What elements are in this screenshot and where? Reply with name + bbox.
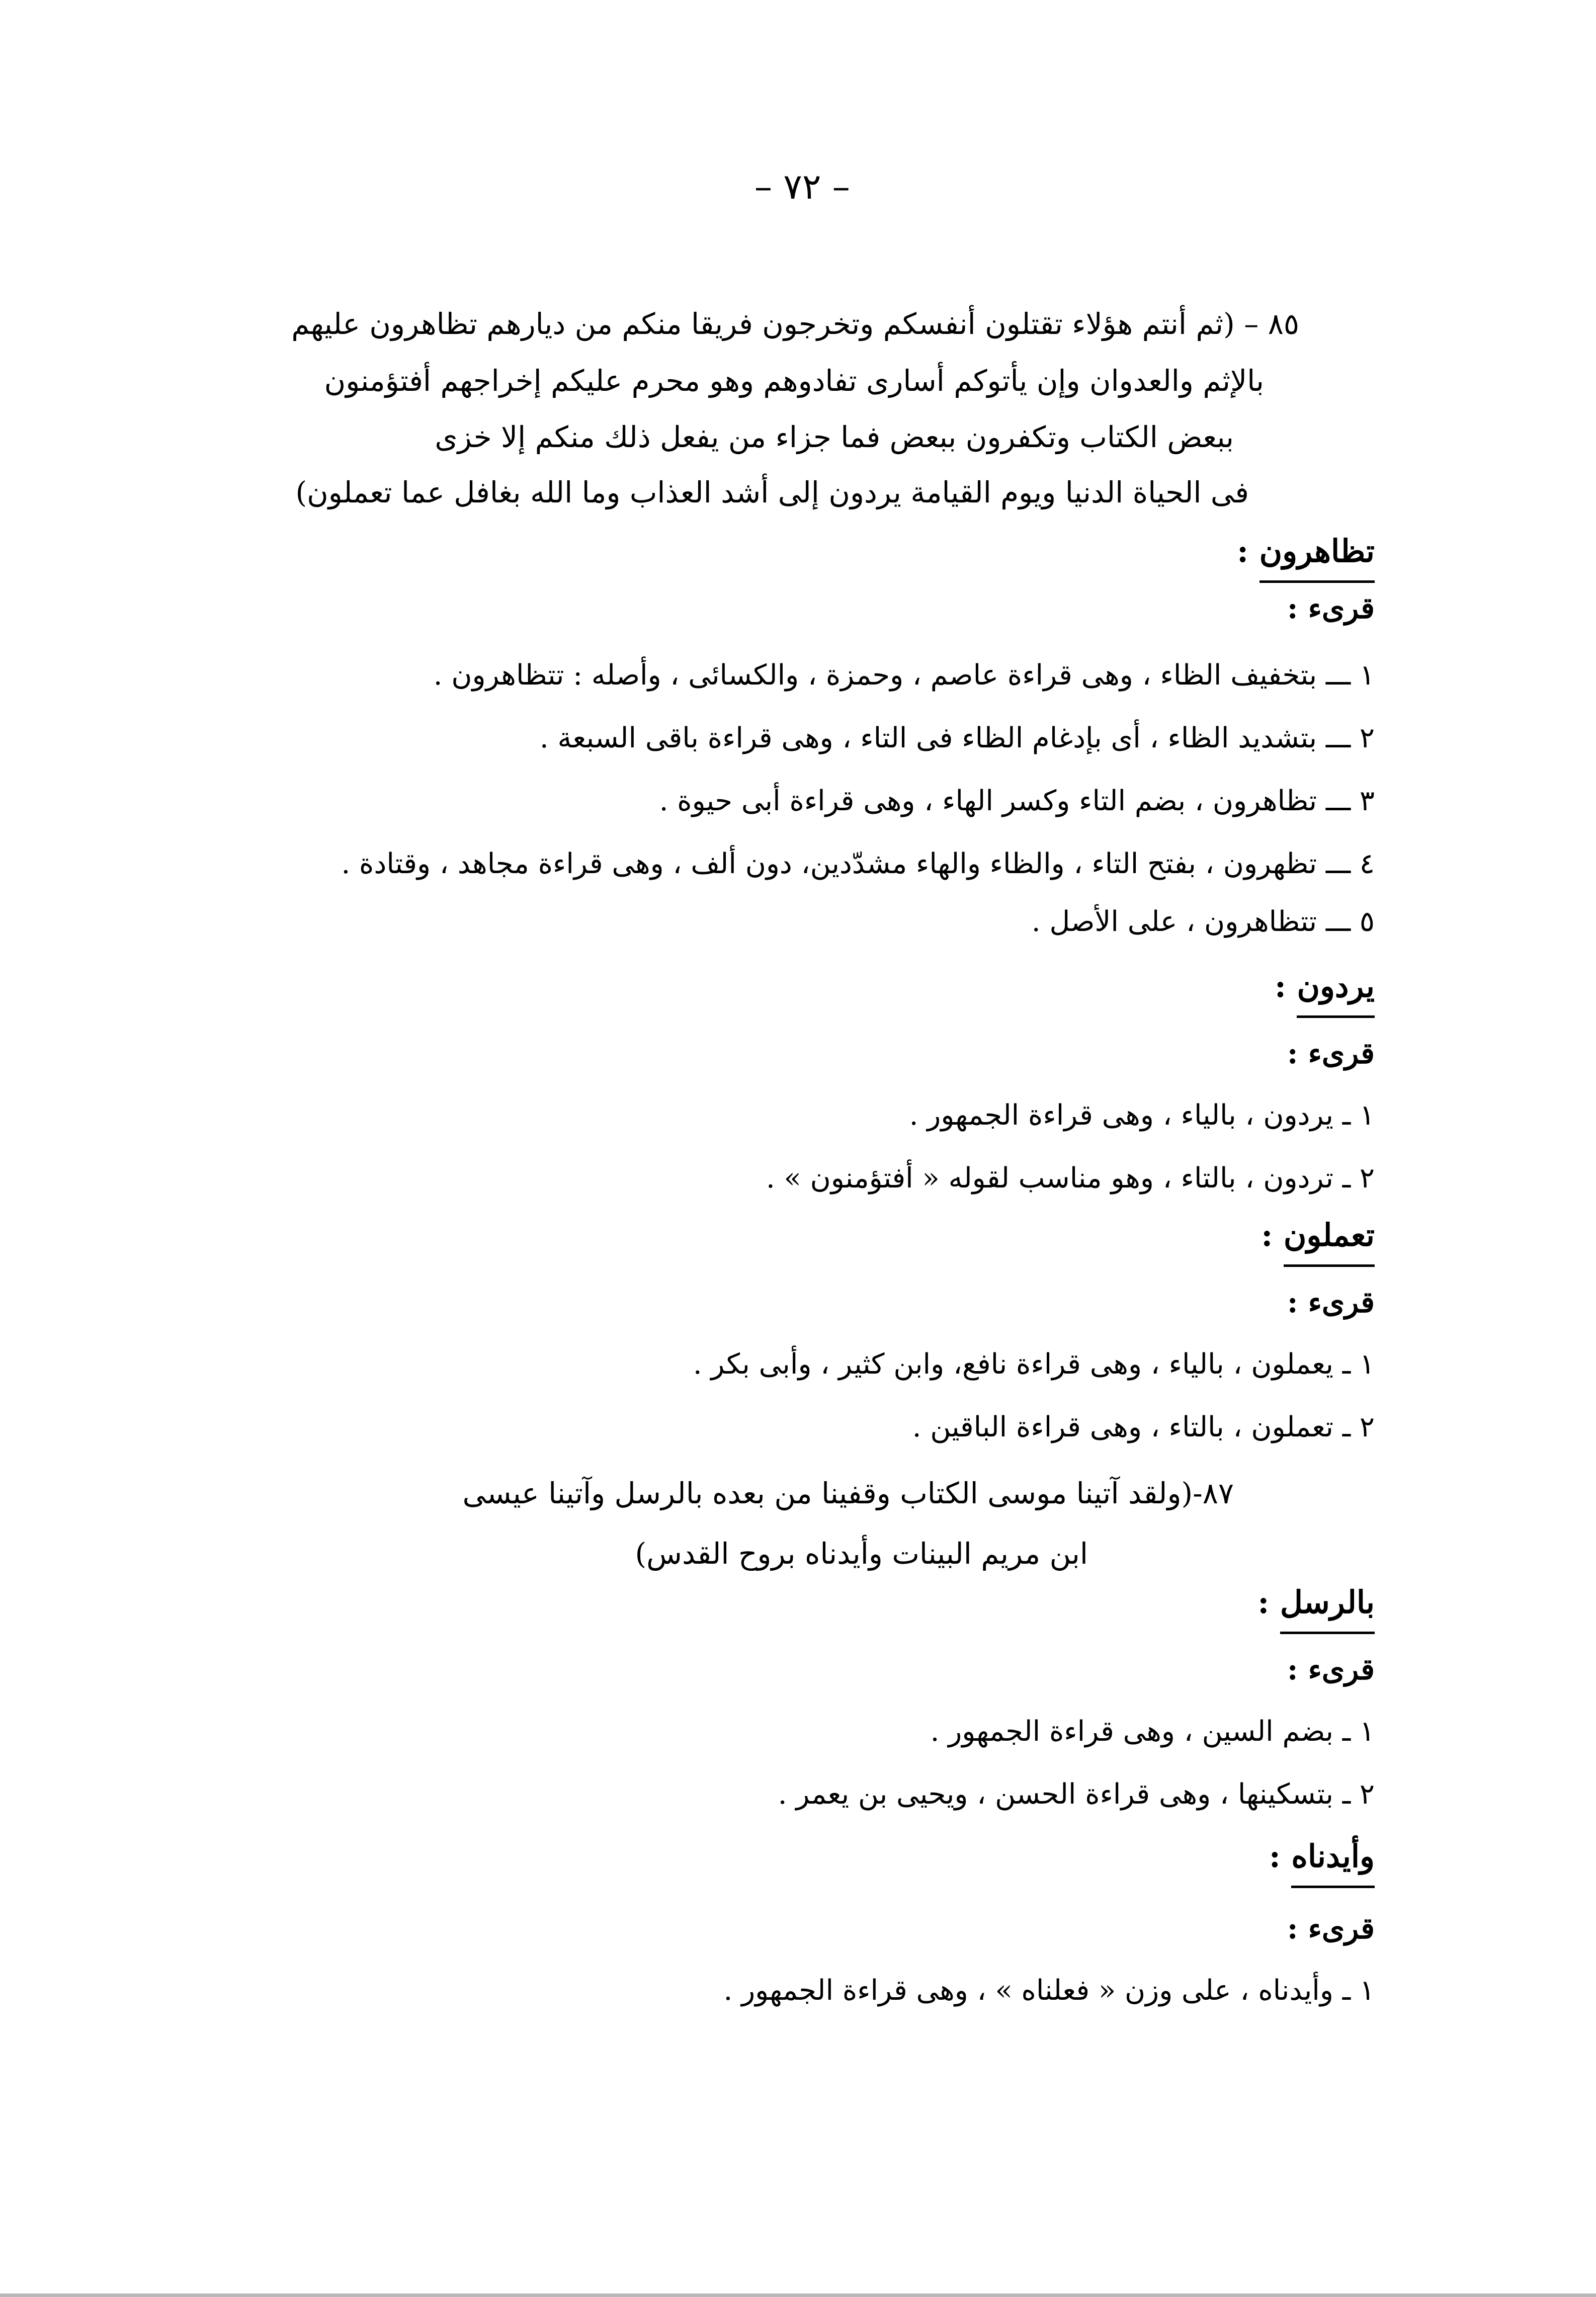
heading-word: تظاهرون (1259, 533, 1375, 583)
section-heading-yuraddun (1274, 968, 1375, 1004)
reading-item: ١ ـ يعملون ، بالياء ، وهى قراءة نافع، وابن كثير ، وأبى بكر . (693, 1348, 1375, 1381)
section-heading-tamalun (1261, 1217, 1375, 1253)
heading-colon: : (1274, 968, 1286, 1004)
verse-85-line-2: بالإثم والعدوان وإن يأتوكم أسارى تفادوهم وهو محرم عليكم إخراجهم أفتؤمنون (324, 364, 1264, 398)
heading-colon: : (1261, 1217, 1273, 1253)
read-label: قرىء : (1287, 1036, 1375, 1070)
heading-colon: : (1257, 1584, 1270, 1621)
reading-item: ٢ ـ تردون ، بالتاء ، وهو مناسب لقوله « أفتؤمنون » . (766, 1162, 1375, 1195)
verse-85-line-1: ٨٥ – (ثم أنتم هؤلاء تقتلون أنفسكم وتخرجون فريقا منكم من ديارهم تظاهرون عليهم (291, 307, 1299, 341)
heading-colon: : (1237, 533, 1249, 569)
read-label: قرىء : (1287, 1911, 1375, 1945)
reading-item: ١ ـ وأيدناه ، على وزن « فعلناه » ، وهى قراءة الجمهور . (723, 1974, 1375, 2007)
read-label: قرىء : (1287, 1652, 1375, 1686)
bottom-border (0, 2293, 1596, 2297)
reading-item: ٣ ـــ تظاهرون ، بضم التاء وكسر الهاء ، وهى قراءة أبى حيوة . (659, 785, 1375, 817)
reading-item: ١ ـ يردون ، بالياء ، وهى قراءة الجمهور . (909, 1099, 1375, 1132)
heading-word: تعملون (1284, 1217, 1375, 1267)
heading-word: يردون (1297, 968, 1375, 1018)
page-number: – ٧٢ – (754, 166, 850, 207)
read-label: قرىء : (1287, 591, 1375, 625)
reading-item: ٢ ـ تعملون ، بالتاء ، وهى قراءة الباقين . (912, 1411, 1375, 1443)
verse-85-line-3: ببعض الكتاب وتكفرون ببعض فما جزاء من يفعل ذلك منكم إلا خزى (435, 420, 1234, 454)
reading-item: ٢ ـــ بتشديد الظاء ، أى بإدغام الظاء فى التاء ، وهى قراءة باقى السبعة . (539, 722, 1375, 754)
reading-item: ١ ـــ بتخفيف الظاء ، وهى قراءة عاصم ، وحمزة ، والكسائى ، وأصله : تتظاهرون . (433, 659, 1375, 692)
heading-word: بالرسل (1280, 1584, 1375, 1634)
heading-word: وأيدناه (1291, 1838, 1375, 1888)
section-heading-wa-ayyadnahu (1269, 1838, 1375, 1875)
read-label: قرىء : (1287, 1285, 1375, 1319)
reading-item: ٢ ـ بتسكينها ، وهى قراءة الحسن ، ويحيى بن يعمر . (778, 1778, 1375, 1811)
heading-colon: : (1269, 1838, 1281, 1875)
verse-85-line-4: فى الحياة الدنيا ويوم القيامة يردون إلى أشد العذاب وما الله بغافل عما تعملون) (295, 475, 1249, 509)
section-heading-tazaharun (1237, 533, 1375, 569)
reading-item: ١ ـ بضم السين ، وهى قراءة الجمهور . (930, 1715, 1375, 1748)
reading-item: ٥ ـــ تتظاهرون ، على الأصل . (1031, 905, 1375, 938)
section-heading-bilrusul (1257, 1584, 1375, 1621)
verse-87-line-2: ابن مريم البينات وأيدناه بروح القدس) (635, 1537, 1088, 1571)
reading-item: ٤ ـــ تظهرون ، بفتح التاء ، والظاء والهاء مشدّدين، دون ألف ، وهى قراءة مجاهد ، وقتادة . (341, 847, 1375, 880)
verse-87-line-1: ٨٧-(ولقد آتينا موسى الكتاب وقفينا من بعده بالرسل وآتينا عيسى (462, 1476, 1234, 1510)
